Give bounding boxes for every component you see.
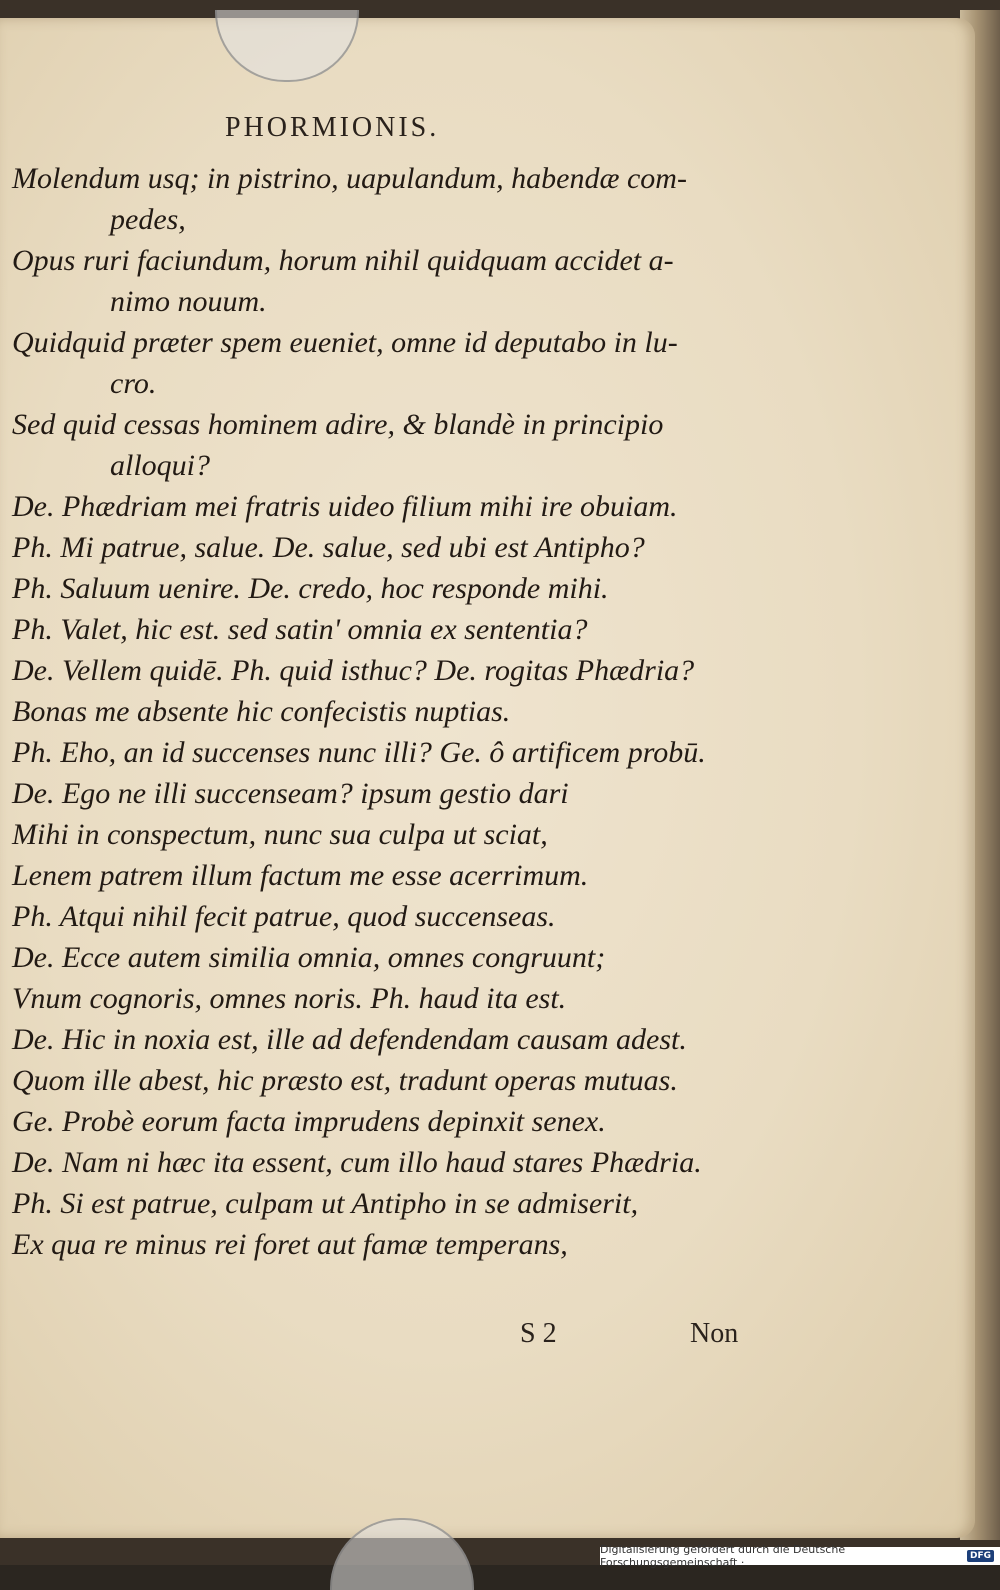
- text-line: Mihi in conspectum, nunc sua culpa ut sciat,: [12, 818, 548, 851]
- text-line: Ph. Mi patrue, salue. De. salue, sed ubi est Antipho?: [12, 531, 645, 564]
- credit-text: Digitalisierung gefördert durch die Deutsche Forschungsgemeinschaft ·: [600, 1543, 846, 1569]
- page-clip-top: [215, 10, 359, 82]
- text-line: Bonas me absente hic confecistis nuptias.: [12, 695, 511, 728]
- text-line: Lenem patrem illum factum me esse acerrimum.: [12, 859, 589, 892]
- text-line: Ph. Atqui nihil fecit patrue, quod succenseas.: [12, 900, 556, 933]
- dfg-logo: DFG: [967, 1550, 994, 1562]
- text-line: Molendum usq; in pistrino, uapulandum, habendæ com-: [12, 162, 687, 195]
- text-line: Ex qua re minus rei foret aut famæ temperans,: [12, 1228, 568, 1261]
- text-line: pedes,: [110, 203, 186, 236]
- text-line: De. Hic in noxia est, ille ad defendendam causam adest.: [12, 1023, 687, 1056]
- text-line: Sed quid cessas hominem adire, & blandè in principio: [12, 408, 664, 441]
- text-line: Quidquid præter spem eueniet, omne id deputabo in lu-: [12, 326, 678, 359]
- text-line: Ph. Saluum uenire. De. credo, hoc responde mihi.: [12, 572, 609, 605]
- text-line: Opus ruri faciundum, horum nihil quidquam accidet a-: [12, 244, 674, 277]
- catchword: Non: [690, 1318, 739, 1349]
- text-line: Ge. Probè eorum facta imprudens depinxit senex.: [12, 1105, 606, 1138]
- page-clip-bottom: [330, 1518, 474, 1590]
- text-line: De. Nam ni hæc ita essent, cum illo haud stares Phædria.: [12, 1146, 702, 1179]
- text-line: Ph. Si est patrue, culpam ut Antipho in se admiserit,: [12, 1187, 639, 1220]
- text-line: De. Vellem quidē. Ph. quid isthuc? De. rogitas Phædria?: [12, 654, 695, 687]
- signature-mark: S 2: [520, 1318, 557, 1349]
- text-line: Ph. Valet, hic est. sed satin' omnia ex sententia?: [12, 613, 588, 646]
- text-line: De. Ecce autem similia omnia, omnes congruunt;: [12, 941, 606, 974]
- text-line: alloqui?: [110, 449, 211, 482]
- text-line: De. Ego ne illi succenseam? ipsum gestio dari: [12, 777, 569, 810]
- text-line: nimo nouum.: [110, 285, 267, 318]
- running-head: PHORMIONIS.: [225, 112, 440, 143]
- text-line: Vnum cognoris, omnes noris. Ph. haud ita est.: [12, 982, 567, 1015]
- text-block: [12, 158, 772, 1265]
- text-line: cro.: [110, 367, 157, 400]
- text-line: De. Phædriam mei fratris uideo filium mihi ire obuiam.: [12, 490, 678, 523]
- text-line: Quom ille abest, hic præsto est, tradunt operas mutuas.: [12, 1064, 678, 1097]
- digitization-credit: [600, 1543, 1000, 1569]
- text-line: Ph. Eho, an id succenses nunc illi? Ge. ô artificem probū.: [12, 736, 706, 769]
